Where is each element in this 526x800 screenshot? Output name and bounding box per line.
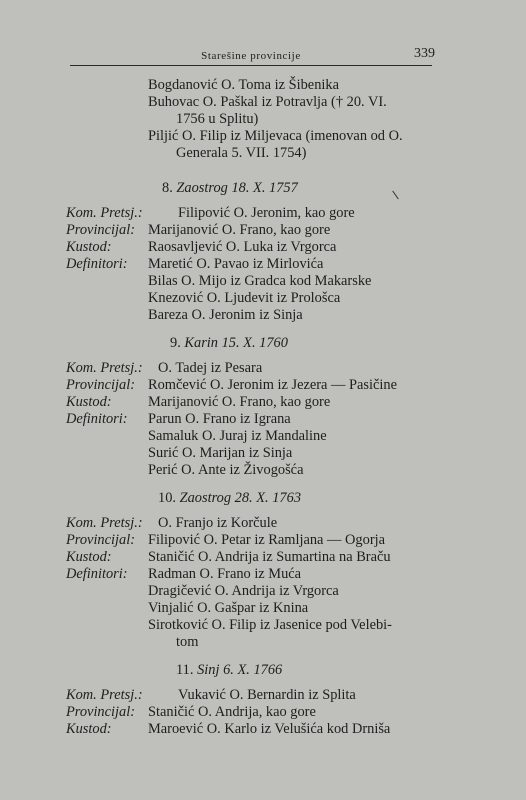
role-label: Provincijal: xyxy=(66,704,136,720)
section-heading xyxy=(170,335,288,352)
role-label: Definitori: xyxy=(66,256,128,272)
entry-text: Filipović O. Jeronim, kao gore xyxy=(178,205,355,221)
role-label: Kom. Pretsj.: xyxy=(66,687,143,703)
section-number: 8. xyxy=(162,180,173,196)
entry-text: O. Franjo iz Korčule xyxy=(158,515,278,531)
entry-text: Maroević O. Karlo iz Velušića kod Drniša xyxy=(148,721,391,737)
running-header xyxy=(70,46,435,66)
role-label: Kustod: xyxy=(66,239,112,255)
entry-text: Marijanović O. Frano, kao gore xyxy=(148,394,331,410)
section-place-date: Sinj 6. X. 1766 xyxy=(197,662,283,678)
page-number: 339 xyxy=(414,46,435,61)
running-title: Starešine provincije xyxy=(201,50,301,62)
role-label: Kom. Pretsj.: xyxy=(66,360,143,376)
entry-text: Samaluk O. Juraj iz Mandaline xyxy=(148,428,327,444)
entry-text: Raosavljević O. Luka iz Vrgorca xyxy=(148,239,337,255)
section-place-date: Zaostrog 28. X. 1763 xyxy=(179,490,302,506)
role-label: Definitori: xyxy=(66,411,128,427)
header-rule xyxy=(70,65,432,66)
role-label: Kom. Pretsj.: xyxy=(66,515,143,531)
continuation-line: Bogdanović O. Toma iz Šibenika xyxy=(148,77,339,93)
entry-text: Dragičević O. Andrija iz Vrgorca xyxy=(148,583,339,599)
section-heading xyxy=(176,662,282,679)
section-number: 9. xyxy=(170,335,181,351)
entry-text: Perić O. Ante iz Živogošća xyxy=(148,462,304,478)
section-number: 11. xyxy=(176,662,194,678)
role-label: Definitori: xyxy=(66,566,128,582)
continuation-line: Buhovac O. Paškal iz Potravlja († 20. VI. xyxy=(148,94,387,110)
role-label: Kustod: xyxy=(66,721,112,737)
section-heading xyxy=(162,180,298,197)
role-label: Provincijal: xyxy=(66,377,136,393)
entry-text: Staničić O. Andrija, kao gore xyxy=(148,704,316,720)
entry-text: Knezović O. Ljudevit iz Prološca xyxy=(148,290,341,306)
role-label: Provincijal: xyxy=(66,222,136,238)
entry-text: Sirotković O. Filip iz Jasenice pod Velebi- xyxy=(148,617,392,633)
entry-text: Vinjalić O. Gašpar iz Knina xyxy=(148,600,309,616)
section-place-date: Karin 15. X. 1760 xyxy=(184,335,288,351)
entry-text: Vukavić O. Bernardin iz Splita xyxy=(178,687,356,703)
role-label: Kustod: xyxy=(66,394,112,410)
entry-text: Romčević O. Jeronim iz Jezera — Pasičine xyxy=(148,377,397,393)
continuation-line: Piljić O. Filip iz Miljevaca (imenovan od O. xyxy=(148,128,403,144)
section-place-date: Zaostrog 18. X. 1757 xyxy=(176,180,298,196)
role-label: Kustod: xyxy=(66,549,112,565)
entry-text: Parun O. Frano iz Igrana xyxy=(148,411,291,427)
entry-text: Filipović O. Petar iz Ramljana — Ogorja xyxy=(148,532,385,548)
entry-text: Marijanović O. Frano, kao gore xyxy=(148,222,331,238)
entry-text: Maretić O. Pavao iz Mirlovića xyxy=(148,256,324,272)
entry-text: Bareza O. Jeronim iz Sinja xyxy=(148,307,303,323)
entry-text: Bilas O. Mijo iz Gradca kod Makarske xyxy=(148,273,372,289)
section-number: 10. xyxy=(158,490,176,506)
entry-text: Radman O. Frano iz Muća xyxy=(148,566,302,582)
entry-text: tom xyxy=(176,634,199,650)
role-label: Provincijal: xyxy=(66,532,136,548)
entry-text: O. Tadej iz Pesara xyxy=(158,360,263,376)
entry-text: Staničić O. Andrija iz Sumartina na Braču xyxy=(148,549,391,565)
ink-mark xyxy=(392,191,399,200)
role-label: Kom. Pretsj.: xyxy=(66,205,143,221)
entry-text: Surić O. Marijan iz Sinja xyxy=(148,445,293,461)
continuation-line: 1756 u Splitu) xyxy=(176,111,259,127)
section-heading xyxy=(158,490,301,507)
continuation-line: Generala 5. VII. 1754) xyxy=(176,145,307,161)
